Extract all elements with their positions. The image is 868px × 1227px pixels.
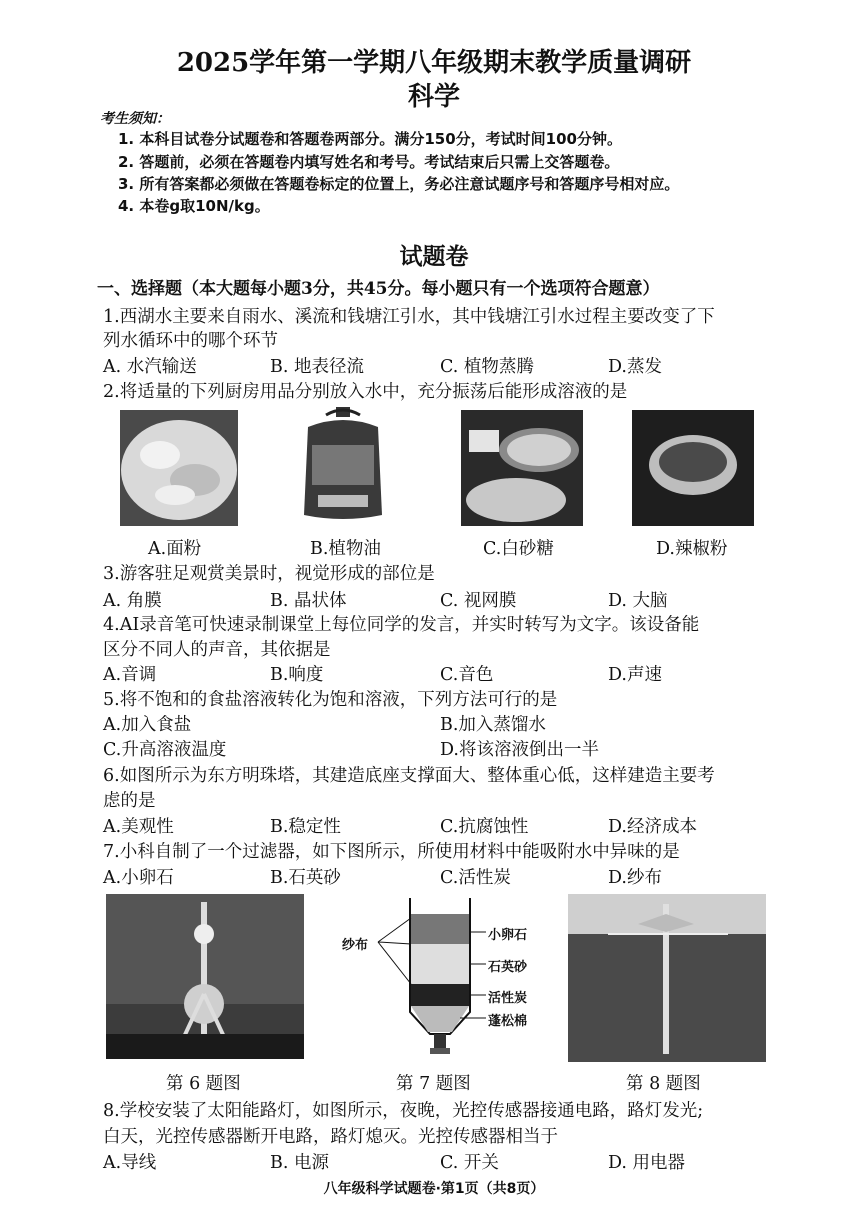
q4-stem: 4.AI录音笔可快速录制课堂上每位同学的发言，并实时转写为文字。该设备能	[103, 615, 700, 635]
q6-stem: 6.如图所示为东方明珠塔，其建造底座支撑面大、整体重心低，这样建造主要考	[103, 766, 715, 786]
q2-caption-a: A.面粉	[148, 539, 202, 559]
filter-label-cloth: 纱布	[342, 938, 369, 953]
figure-6-caption: 第 6 题图	[166, 1074, 241, 1094]
q5-option-a: A.加入食盐	[103, 715, 192, 735]
q5-stem: 5.将不饱和的食盐溶液转化为饱和溶液，下列方法可行的是	[103, 690, 558, 710]
q4-option-d: D.声速	[608, 665, 662, 685]
q8-option-b: B. 电源	[270, 1153, 329, 1173]
filter-label-sand: 石英砂	[488, 960, 528, 975]
q3-option-b: B. 晶状体	[270, 591, 347, 611]
q6-option-d: D.经济成本	[608, 817, 697, 837]
q6-option-b: B.稳定性	[270, 817, 341, 837]
q6-stem: 虑的是	[103, 791, 156, 811]
q3-stem: 3.游客驻足观赏美景时，视觉形成的部位是	[103, 564, 435, 584]
q8-stem: 白天，光控传感器断开电路，路灯熄灭。光控传感器相当于	[103, 1127, 558, 1147]
q4-option-b: B.响度	[270, 665, 324, 685]
notice-heading: 考生须知：	[100, 111, 170, 127]
notice-item: 4. 本卷g取10N/kg。	[118, 197, 270, 215]
chili-powder-image	[632, 410, 754, 526]
notice-item: 3. 所有答案都必须做在答题卷标定的位置上，务必注意试题序号和答题序号相对应。	[118, 175, 680, 193]
q5-option-d: D.将该溶液倒出一半	[440, 740, 599, 760]
q1-stem: 1.西湖水主要来自雨水、溪流和钱塘江引水，其中钱塘江引水过程主要改变了下	[103, 307, 715, 327]
filter-diagram	[338, 894, 548, 1064]
solar-street-light-image	[568, 894, 766, 1062]
subject-title: 科学	[407, 82, 460, 112]
white-sugar-image	[461, 410, 583, 526]
q1-stem: 列水循环中的哪个环节	[103, 331, 278, 351]
filter-label-cotton: 蓬松棉	[488, 1014, 528, 1029]
page-footer: 八年级科学试题卷·第1页（共8页）	[323, 1181, 545, 1197]
q5-option-b: B.加入蒸馏水	[440, 715, 546, 735]
q5-option-c: C.升高溶液温度	[103, 740, 227, 760]
q8-option-a: A.导线	[103, 1153, 157, 1173]
q2-stem: 2.将适量的下列厨房用品分别放入水中，充分振荡后能形成溶液的是	[103, 382, 628, 402]
q4-option-a: A.音调	[103, 665, 157, 685]
vegetable-oil-image	[298, 405, 388, 525]
q4-stem: 区分不同人的声音，其依据是	[103, 640, 331, 660]
q1-option-b: B. 地表径流	[270, 357, 364, 377]
figure-8-caption: 第 8 题图	[626, 1074, 701, 1094]
notice-item: 2. 答题前，必须在答题卷内填写姓名和考号。考试结束后只需上交答题卷。	[118, 153, 620, 171]
notice-item: 1. 本科目试卷分试题卷和答题卷两部分。满分150分，考试时间100分钟。	[118, 130, 622, 148]
q2-caption-c: C.白砂糖	[483, 539, 554, 559]
section-title: 试题卷	[399, 243, 469, 270]
q2-caption-b: B.植物油	[310, 539, 381, 559]
q8-stem: 8.学校安装了太阳能路灯，如图所示，夜晚，光控传感器接通电路，路灯发光;	[103, 1101, 704, 1121]
part1-heading: 一、选择题（本大题每小题3分，共45分。每小题只有一个选项符合题意）	[97, 279, 660, 299]
q7-option-b: B.石英砂	[270, 868, 341, 888]
exam-title: 2025学年第一学期八年级期末教学质量调研	[176, 48, 692, 78]
filter-label-carbon: 活性炭	[488, 991, 528, 1006]
q2-caption-d: D.辣椒粉	[656, 539, 728, 559]
q1-option-c: C. 植物蒸腾	[440, 357, 534, 377]
q3-option-a: A. 角膜	[103, 591, 162, 611]
q7-option-d: D.纱布	[608, 868, 662, 888]
q8-option-c: C. 开关	[440, 1153, 499, 1173]
flour-image	[120, 410, 238, 526]
q7-option-c: C.活性炭	[440, 868, 511, 888]
q6-option-c: C.抗腐蚀性	[440, 817, 529, 837]
figure-7-caption: 第 7 题图	[396, 1074, 471, 1094]
filter-label-pebble: 小卵石	[488, 928, 528, 943]
oriental-pearl-tower-image	[106, 894, 304, 1059]
q3-option-d: D. 大脑	[608, 591, 668, 611]
q8-option-d: D. 用电器	[608, 1153, 686, 1173]
q1-option-a: A. 水汽输送	[103, 357, 197, 377]
q1-option-d: D.蒸发	[608, 357, 662, 377]
q4-option-c: C.音色	[440, 665, 494, 685]
q6-option-a: A.美观性	[103, 817, 174, 837]
q3-option-c: C. 视网膜	[440, 591, 517, 611]
q7-stem: 7.小科自制了一个过滤器，如下图所示，所使用材料中能吸附水中异味的是	[103, 842, 680, 862]
q7-option-a: A.小卵石	[103, 868, 174, 888]
